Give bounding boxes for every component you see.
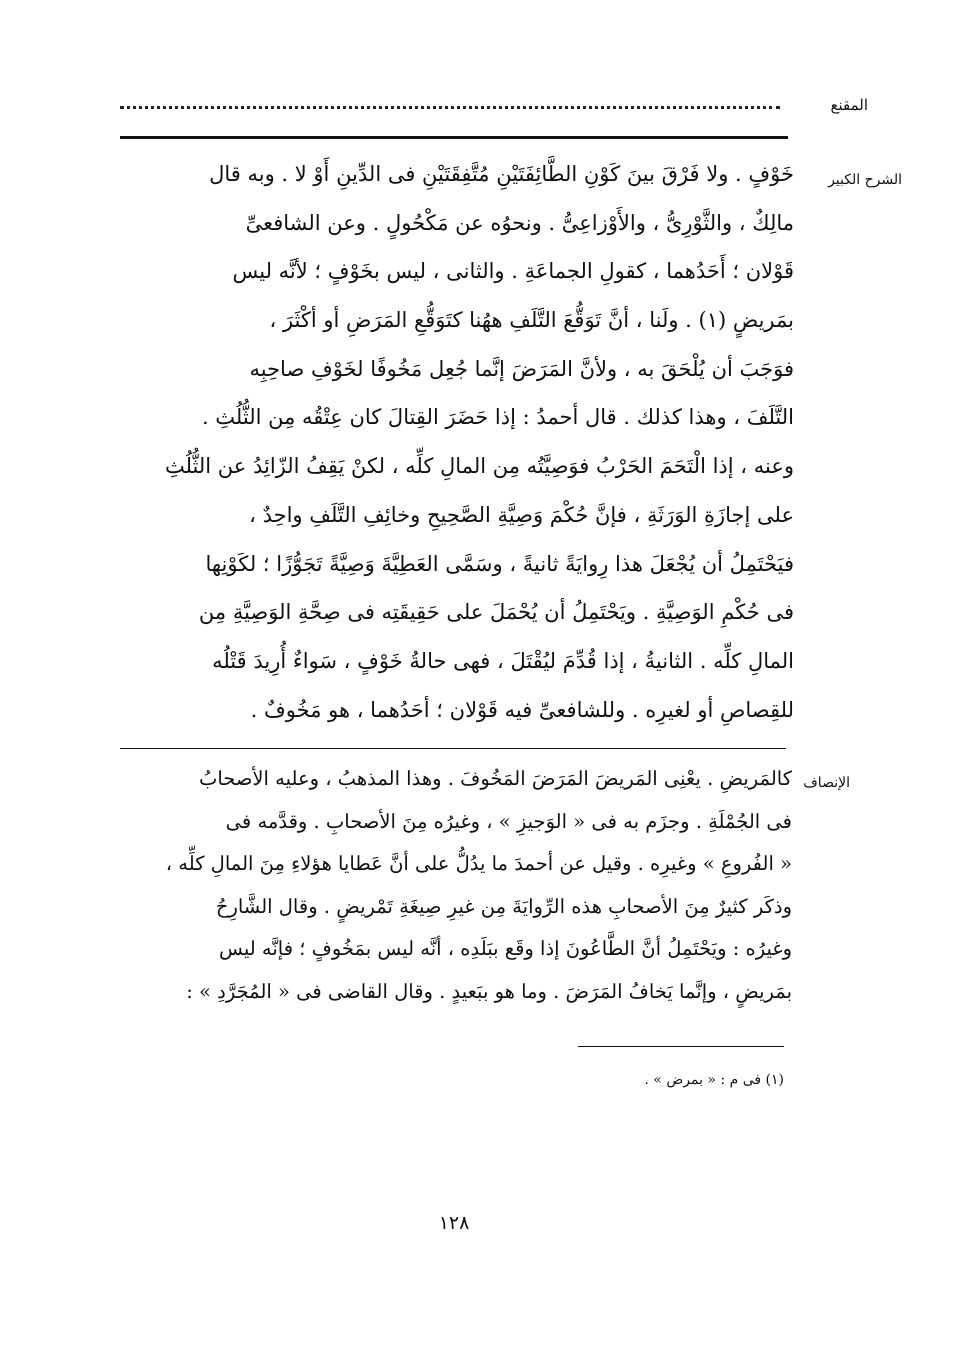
- text-line: بمَريضٍ (١) . ولَنا ، أنَّ تَوَقُّعَ التَّلَفِ ههُنا كتَوَقُّعِ المَرَضِ أو أكْثَرَ ،: [269, 308, 794, 333]
- running-header-title: المقنع: [830, 96, 868, 114]
- text-line: على إجازَةِ الوَرَثَةِ ، فإنَّ حُكْمَ وَصِيَّةِ الصَّحِيحِ وخائِفِ التَّلَفِ واحِدٌ ،: [249, 502, 794, 527]
- footnote-rule: [578, 1046, 784, 1047]
- text-line: كالمَريضِ . يعْنِى المَريضَ المَرَضَ المَخُوفَ . وهذا المذهبُ ، وعليه الأصحابُ: [198, 767, 792, 790]
- insaf-text-block: [112, 758, 792, 1013]
- text-line: فى حُكْمِ الوَصِيَّةِ . ويَحْتَمِلُ أن يُحْمَلَ على حَقِيقَتِه فى صِحَّةِ الوَصِيَّةِ مِن: [198, 600, 794, 625]
- header-dotted-rule: [120, 106, 780, 109]
- text-line: مالِكٌ ، والثَّوْرِىُّ ، والأَوْزاعِىُّ . ونحوُه عن مَكْحُولٍ . وعن الشافعىِّ: [245, 210, 794, 235]
- text-line: « الفُروعِ » وغيرِه . وقيل عن أحمدَ ما يدُلُّ على أنَّ عَطايا هؤلاءِ مِنَ المالِ كلِّه ،: [165, 852, 792, 875]
- text-line: فيَحْتَمِلُ أن يُجْعَلَ هذا رِوايَةً ثانيةً ، وسَمَّى العَطِيَّةَ وَصِيَّةً تَجَوُّزًا ؛ لكَوْنِها: [205, 551, 794, 576]
- header-rule: [120, 136, 788, 139]
- main-text-block: [118, 150, 794, 734]
- text-line: وعنه ، إذا الْتَحَمَ الحَرْبُ فوَصِيَّتُه مِن المالِ كلِّه ، لكنْ يَقِفُ الزّائِدُ عن الثُّلُثِ: [164, 454, 794, 479]
- text-line: فوَجَبَ أن يُلْحَقَ به ، ولأنَّ المَرَضَ إنَّما جُعِل مَخُوفًا لخَوْفِ صاحِبِه: [249, 356, 794, 381]
- text-line: فى الجُمْلَةِ . وجزَم به فى « الوَجيزِ » ، وغيرُه مِنَ الأصحابِ . وقدَّمه فى: [225, 809, 792, 833]
- text-line: وغيرُه : ويَحْتَمِلُ أنَّ الطَّاعُونَ إذا وقَع ببَلَدِه ، أنَّه ليس بمَخُوفٍ ؛ فإنَّه ليس: [219, 937, 792, 960]
- text-line: قَوْلان ؛ أَحَدُهما ، كقولِ الجماعَةِ . والثانى ، ليس بخَوْفٍ ؛ لأنَّه ليس: [232, 259, 794, 284]
- page-number: ١٢٨: [438, 1212, 470, 1234]
- section-divider: [120, 748, 786, 749]
- text-line: بمَريضٍ ، وإنَّما يَخافُ المَرَضَ . وما هو ببَعيدٍ . وقال القاضى فى « المُجَرَّدِ » :: [186, 979, 792, 1003]
- footnote: (١) فى م : « بمرض » .: [644, 1072, 784, 1088]
- text-line: التَّلَفَ ، وهذا كذلك . قال أحمدُ : إذا حَضَرَ القِتالَ كان عِتْقُه مِن الثُّلُثِ .: [201, 405, 794, 430]
- text-line: المالِ كلِّه . الثانيةُ ، إذا قُدِّمَ ليُقْتَلَ ، فهى حالةُ خَوْفٍ ، سَواءٌ أُرِيدَ قَتْلُه: [212, 648, 794, 673]
- text-line: للقِصاصِ أو لغيرِه . وللشافعىِّ فيه قَوْلان ؛ أحَدُهما ، هو مَخُوفٌ .: [250, 697, 794, 722]
- margin-label-insaf: الإنصاف: [803, 775, 850, 791]
- text-line: وذكَر كثيرٌ مِنَ الأصحابِ هذه الرِّوايَةَ مِن غيرِ صِيغَةِ تَمْريضٍ . وقال الشَّارِحُ: [215, 894, 792, 918]
- margin-label-sharh: الشرح الكبير: [828, 172, 902, 188]
- text-line: خَوْفٍ . ولا فَرْقَ بينَ كَوْنِ الطَّائِفَتَيْنِ مُتَّفِقَتَيْنِ فى الدِّينِ أَوْ لا . وبه قال: [209, 162, 794, 186]
